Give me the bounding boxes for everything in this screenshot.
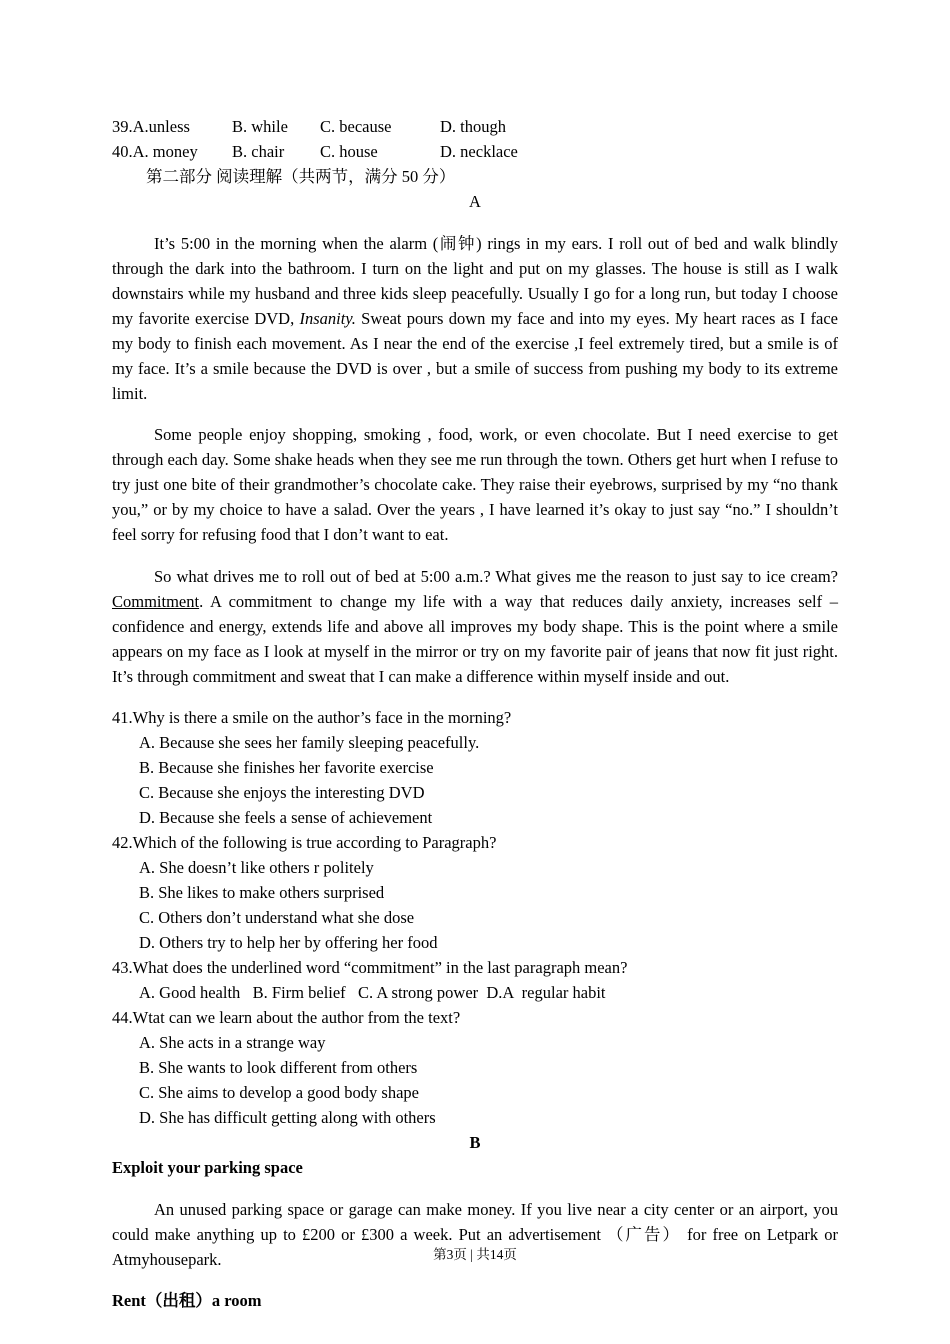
passage-a-paragraph-3 [112,564,838,689]
passage-a-p1-text-after: Sweat pours down my face and into my eyes. My heart races as I face my body to finish each movement. As I near the end of the exercise ,I feel extremely tired, but a smile is of my face. It’s a smile because the DVD is over , but a smile of success from pushing my body to its extreme limit. [112,308,838,403]
question-43 [112,955,838,1005]
passage-a-p3-text-after: . A commitment to change my life with a way that reduces daily anxiety, increases self – confidence and energy, extends life and above all improves my body shape. This is the point where a smile appears on my face as I look at myself in the mirror or try on my favorite pair of jeans that now fit just right. It’s through commitment and sweat that I can make a difference within myself inside and out. [112,591,838,686]
question-44 [112,1005,838,1130]
passage-a-p3-text: So what drives me to roll out of bed at 5:00 a.m.? What gives me the reason to just say to ice cream? [154,566,838,586]
question-41-option-b: B. Because she finishes her favorite exercise [139,758,434,777]
question-41-option-a: A. Because she sees her family sleeping peacefully. [139,733,480,752]
question-41-option-c: C. Because she enjoys the interesting DVD [139,783,425,802]
question-44-stem: 44.Wtat can we learn about the author from the text? [112,1008,461,1027]
passage-a-paragraph-2: Some people enjoy shopping, smoking , food, work, or even chocolate. But I need exercise to get through each day. Some shake heads when they see me run through the town. Others get hurt when I refuse to try just one bite of their grandmother’s chocolate cake. They raise their eyebrows, surprised by my “no thank you,” or by my choice to have a salad. Over the years , I have learned it’s okay to just say “no.” I shouldn’t feel sorry for refusing food that I don’t want to eat. [112,425,838,544]
passage-b-paragraph-1: An unused parking space or garage can make money. If you live near a city center or an airport, you could make anything up to £200 or £300 a week. Put an advertisement （广告） for free on Letpark or Atmyhousepark. [112,1199,838,1269]
question-44-option-a: A. She acts in a strange way [139,1033,326,1052]
question-42 [112,830,838,955]
cloze-39-option-c: C. because [320,117,392,136]
question-44-option-d: D. She has difficult getting along with others [139,1108,436,1127]
cloze-39-option-b: B. while [232,117,288,136]
cloze-40-option-d: D. necklace [440,142,518,161]
passage-b-heading: Exploit your parking space [112,1158,303,1177]
cloze-39-option-d: D. though [440,117,506,136]
question-44-option-c: C. She aims to develop a good body shape [139,1083,420,1102]
passage-a-p3-underlined-word: Commitment [112,591,200,611]
passage-b-label: B [469,1133,481,1152]
cloze-40-option-c: C. house [320,142,378,161]
question-43-options-line: A. Good health B. Firm belief C. A strong power D.A regular habit [139,983,606,1002]
passage-a-p1-text: It’s 5:00 in the morning when the alarm (闹钟) rings in my ears. I roll out of bed and walk blindly through the dark into the bathroom. I turn on the light and put on my glasses. The house is still as I walk downstairs while my husband and three kids sleep peacefully. Usually I go for a long run, but today I choose my favorite exercise DVD, [112,233,838,328]
cloze-40-option-a: 40.A. money [112,142,198,161]
page-footer: 第3页 | 共14页 [433,1247,517,1262]
question-42-option-a: A. She doesn’t like others r politely [139,858,374,877]
exam-page [112,114,838,1313]
passage-a-label: A [469,192,481,211]
question-42-option-c: C. Others don’t understand what she dose [139,908,415,927]
question-42-option-b: B. She likes to make others surprised [139,883,385,902]
question-42-option-d: D. Others try to help her by offering her food [139,933,438,952]
question-44-option-b: B. She wants to look different from others [139,1058,418,1077]
question-43-stem: 43.What does the underlined word “commitment” in the last paragraph mean? [112,958,628,977]
cloze-39-option-a: 39.A.unless [112,117,190,136]
cloze-question-39 [112,114,838,139]
question-42-stem: 42.Which of the following is true according to Paragraph? [112,833,497,852]
passage-a-p1-italic-title: Insanity. [299,308,356,328]
passage-a-paragraph-1 [112,231,838,406]
question-41 [112,705,838,830]
cloze-question-40 [112,139,838,164]
passage-b-subheading: Rent（出租）a room [112,1291,262,1310]
question-41-stem: 41.Why is there a smile on the author’s face in the morning? [112,708,512,727]
section-two-header: 第二部分 阅读理解（共两节，满分 50 分） [146,167,456,186]
question-41-option-d: D. Because she feels a sense of achievement [139,808,433,827]
cloze-40-option-b: B. chair [232,142,285,161]
